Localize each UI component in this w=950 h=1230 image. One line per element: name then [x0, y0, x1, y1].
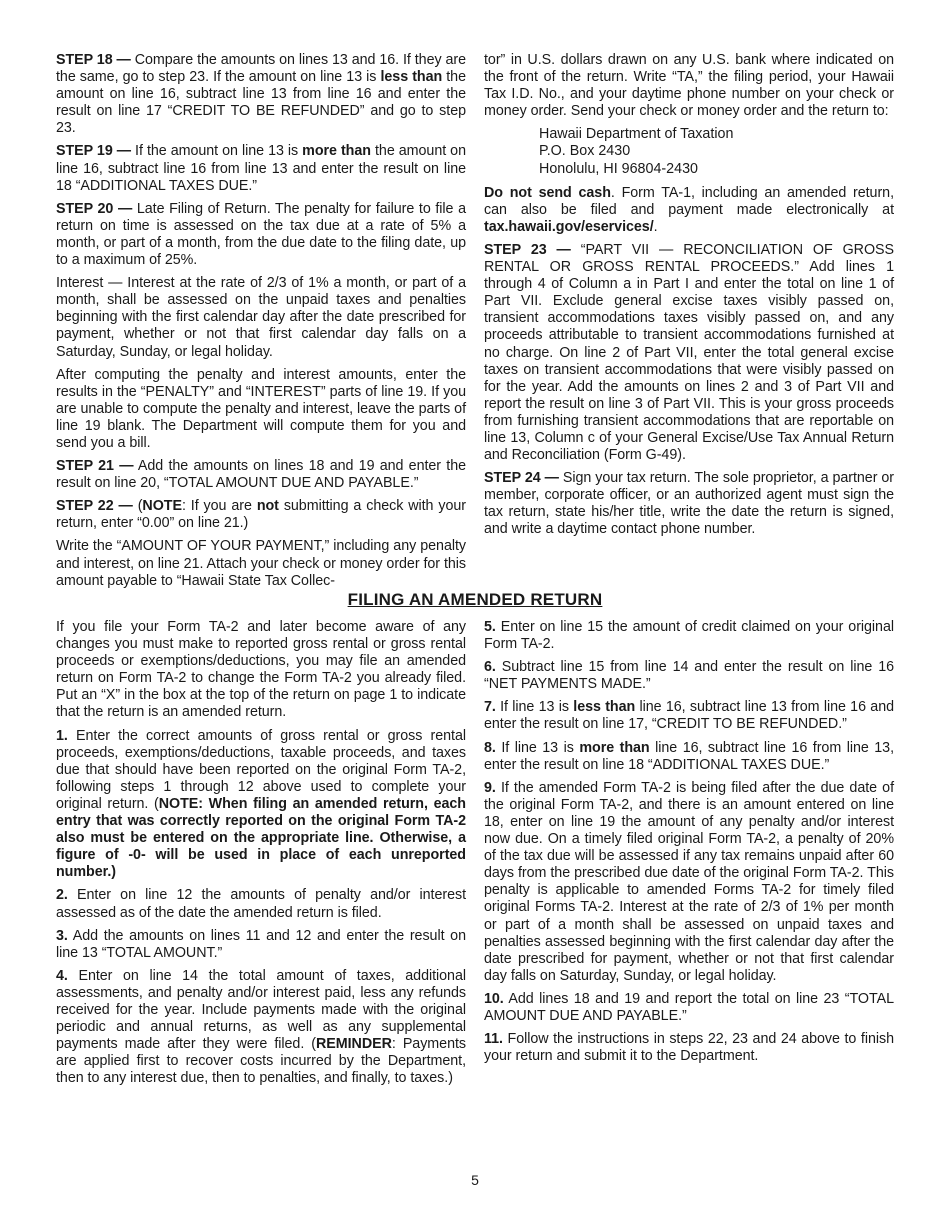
interest-paragraph: Interest — Interest at the rate of 2/3 of 1% a month, or part of a month, shall be assessed on the unpaid taxes and penalties beginning with the first calendar day after the date prescribed for payment, whether or not that first calendar day falls on a Saturday, Sunday, or legal holiday.: [56, 275, 466, 360]
amended-right-column: [484, 619, 894, 1093]
eservices-url: tax.hawaii.gov/eservices/: [484, 218, 654, 235]
step-19: STEP 19 — If the amount on line 13 is more than the amount on line 16, subtract line 16 from line 13 and enter the result on line 18 “ADDITIONAL TAXES DUE.”: [56, 143, 466, 194]
page-number: 5: [471, 1172, 479, 1188]
amended-item-6: 6. Subtract line 15 from line 14 and enter the result on line 16 “NET PAYMENTS MADE.”: [484, 659, 894, 693]
amended-item-11: 11. Follow the instructions in steps 22, 23 and 24 above to finish your return and submit it to the Department.: [484, 1031, 894, 1065]
amended-item-9: 9. If the amended Form TA-2 is being filed after the due date of the original Form TA-2, and there is an amount entered on line 18, enter on line 19 the amount of any penalty and/or interest now due. On a timely filed original Form TA-2, a penalty of 20% of the tax due will be assessed if any tax remains unpaid after 60 days from the prescribed due date of the original Form TA-2. This penalty is applicable to amended Forms TA-2 for timely filed original Forms TA-2. Interest at the rate of 2/3 of 1% per month or part of a month shall be assessed on unpaid taxes and penalties assessed beginning with the first calendar day after the date prescribed for payment, whether or not that first calendar day falls on Saturday, Sunday, or legal holiday.: [484, 779, 894, 984]
step-23: STEP 23 — “PART VII — RECONCILIATION OF GROSS RENTAL OR GROSS RENTAL PROCEEDS.” Add lines 1 through 4 of Column a in Part I and enter the total on line 1 of Part VII. Exclude general excise taxes visibly passed on, transient accommodations taxes visibly passed on, and any proceeds attributable to transient accommodations furnished at no charge. On line 2 of Part VII, enter the total general excise taxes on transient accommodations that were visibly passed on for the year. Add the amounts on lines 2 and 3 of Part VII and report the result on line 3 of Part VII. This is your gross proceeds from furnishing transient accommodations that are reportable on line 13, Column c of your General Excise/Use Tax Annual Return and Reconciliation (Form G-49).: [484, 241, 894, 464]
address-line-3: Honolulu, HI 96804-2430: [539, 160, 698, 177]
mailing-address: [484, 126, 894, 177]
amended-item-7: 7. If line 13 is less than line 16, subtract line 13 from line 16 and enter the result on line 17, “CREDIT TO BE REFUNDED.”: [484, 699, 894, 733]
amended-item-1: 1. Enter the correct amounts of gross rental or gross rental proceeds, exemptions/deductions, taxable proceeds, and taxes due that should have been reported on the original Form TA-2, following steps 1 through 12 above used to complete your original return. (NOTE: When filing an amended return, each entry that was correctly reported on the original Form TA-2 also must be entered on the appropriate line. Otherwise, a figure of -0- will be used in place of each unreported number.): [56, 727, 466, 881]
amended-left-column: [56, 619, 466, 1093]
step-22: STEP 22 — (NOTE: If you are not submitting a check with your return, enter “0.00” on line 21.): [56, 498, 466, 532]
step-21: STEP 21 — Add the amounts on lines 18 and 19 and enter the result on line 20, “TOTAL AMOUNT DUE AND PAYABLE.”: [56, 458, 466, 492]
amended-item-4: 4. Enter on line 14 the total amount of taxes, additional assessments, and penalty and/or interest paid, less any refunds received for the year. Include payments made with the original periodic and annual returns, as well as any supplemental payments made after they were filed. (REMINDER: Payments are applied first to recover costs incurred by the Department, then to any interest due, then to penalties, and finally, to taxes.): [56, 967, 466, 1087]
steps-left-column: [56, 52, 466, 596]
amended-intro: If you file your Form TA-2 and later become aware of any changes you must make to reported gross rental or gross rental proceeds or exemptions/deductions, you may file an amended return on Form TA-2 to change the Form TA-2 you already filed. Put an “X” in the box at the top of the return on page 1 to indicate that the return is an amended return.: [56, 619, 466, 721]
address-line-2: P.O. Box 2430: [539, 143, 631, 160]
amended-return-heading: FILING AN AMENDED RETURN: [347, 590, 603, 609]
steps-right-column: [484, 52, 894, 596]
amended-section: [56, 619, 894, 1093]
step-20: STEP 20 — Late Filing of Return. The penalty for failure to file a return on time is assessed on the tax due at a rate of 5% a month, or part of a month, from the due date to the filing date, up to a maximum of 25%.: [56, 200, 466, 269]
after-computing-paragraph: After computing the penalty and interest amounts, enter the results in the “PENALTY” and “INTEREST” parts of line 19. If you are unable to compute the penalty and interest, leave the parts of line 19 blank. The Department will compute them for you and send you a bill.: [56, 366, 466, 451]
amended-item-5: 5. Enter on line 15 the amount of credit claimed on your original Form TA-2.: [484, 619, 894, 653]
amended-item-2: 2. Enter on line 12 the amounts of penalty and/or interest assessed as of the date the amended return is filed.: [56, 887, 466, 921]
steps-section: [56, 52, 894, 596]
payment-continued-paragraph: tor” in U.S. dollars drawn on any U.S. bank where indicated on the front of the return. Write “TA,” the filing period, your Hawaii Tax I.D. No., and your daytime phone number on your check or money order. Send your check or money order and the return to:: [484, 52, 894, 120]
write-amount-paragraph: Write the “AMOUNT OF YOUR PAYMENT,” including any penalty and interest, on line 21. Attach your check or money order for this amount payable to “Hawaii State Tax Collec-: [56, 538, 466, 589]
amended-item-3: 3. Add the amounts on lines 11 and 12 and enter the result on line 13 “TOTAL AMOUNT.”: [56, 927, 466, 961]
step-24: STEP 24 — Sign your tax return. The sole proprietor, a partner or member, corporate officer, or an authorized agent must sign the tax return, state his/her title, write the date the return is signed, and write a daytime contact phone number.: [484, 470, 894, 538]
amended-item-8: 8. If line 13 is more than line 16, subtract line 16 from line 13, enter the result on line 18 “ADDITIONAL TAXES DUE.”: [484, 739, 894, 773]
address-line-1: Hawaii Department of Taxation: [539, 126, 734, 143]
amended-item-10: 10. Add lines 18 and 19 and report the total on line 23 “TOTAL AMOUNT DUE AND PAYABLE.”: [484, 990, 894, 1024]
step-18: STEP 18 — Compare the amounts on lines 13 and 16. If they are the same, go to step 23. If the amount on line 13 is less than the amount on line 16, subtract line 13 from line 16 and enter the result on line 17 “CREDIT TO BE REFUNDED” and go to step 23.: [56, 52, 467, 137]
do-not-send-cash: Do not send cash. Form TA-1, including an amended return, can also be filed and payment made electronically at tax.hawaii.gov/eservices/.: [484, 184, 894, 235]
